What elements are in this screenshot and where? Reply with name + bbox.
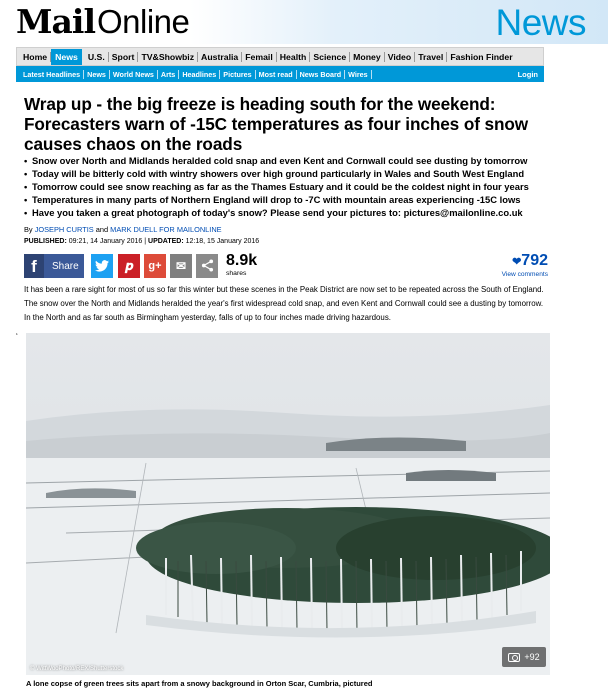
masthead: [0, 0, 608, 44]
gallery-count: +92: [524, 652, 540, 662]
nav-item-australia[interactable]: Australia: [198, 52, 242, 62]
article-paragraph: In the North and as far south as Birmingham yesterday, falls of up to four inches made driving hazardous.: [24, 313, 391, 322]
photo-caption: A lone copse of green trees sits apart from a snowy background in Orton Scar, Cumbria, pictured: [26, 679, 373, 688]
secondary-nav: [16, 66, 544, 82]
email-icon: ✉: [175, 259, 187, 273]
nav-item-tvshowbiz[interactable]: TV&Showbiz: [138, 52, 198, 62]
nav-item-sport[interactable]: Sport: [109, 52, 139, 62]
byline-and: and: [95, 225, 109, 234]
summary-bullet: • Snow over North and Midlands heralded cold snap and even Kent and Cornwall could see dusting by tomorrow: [24, 154, 554, 167]
subnav-item-headlines[interactable]: Headlines: [179, 70, 220, 79]
summary-bullet: • Today will be bitterly cold with wintry showers over high ground particularly in Wales and South West England: [24, 167, 554, 180]
camera-icon: [508, 653, 520, 662]
updated-value: 12:18, 15 January 2016: [185, 238, 260, 245]
email-share-button[interactable]: [170, 254, 192, 278]
nav-item-fashion-finder[interactable]: Fashion Finder: [450, 51, 513, 62]
article-photo[interactable]: [26, 333, 550, 675]
subnav-item-world-news[interactable]: World News: [110, 70, 158, 79]
logo-online-text: Online: [96, 3, 190, 40]
share-icon: [201, 259, 214, 272]
more-share-button[interactable]: [196, 254, 218, 278]
primary-nav: [16, 47, 544, 66]
subnav-item-pictures[interactable]: Pictures: [220, 70, 255, 79]
article-summary-bullets: [24, 154, 554, 219]
comment-bubble-icon: ❤: [512, 256, 522, 268]
googleplus-icon: g+: [148, 260, 162, 272]
facebook-share-button[interactable]: [24, 254, 84, 278]
article-paragraph: The snow over the North and Midlands heralded the year's first widespread cold snap, and even Kent and Cornwall could see a dusting by tomorrow.: [24, 299, 544, 308]
date-separator: |: [144, 238, 147, 245]
share-count-number: 8.9k: [226, 252, 258, 269]
nav-item-travel[interactable]: Travel: [415, 52, 447, 62]
quote-mark: ‘: [16, 332, 18, 341]
nav-item-news[interactable]: News: [51, 49, 82, 65]
comments-count: 792: [521, 252, 548, 269]
author-link-joseph-curtis[interactable]: JOSEPH CURTIS: [34, 225, 94, 234]
comments-link[interactable]: [502, 252, 548, 279]
view-comments-label[interactable]: View comments: [501, 271, 548, 278]
byline-prefix: By: [24, 225, 33, 234]
article-headline: Wrap up - the big freeze is heading south for the weekend: Forecasters warn of -15C temperatures as four inches of snow causes chaos on the roads: [24, 94, 529, 154]
nav-item-video[interactable]: Video: [385, 52, 416, 62]
subnav-item-news[interactable]: News: [84, 70, 110, 79]
pinterest-icon: 𝒑: [124, 258, 134, 273]
published-dates: [24, 238, 259, 245]
share-bar: [24, 252, 550, 280]
subnav-item-wires[interactable]: Wires: [345, 70, 372, 79]
nav-item-science[interactable]: Science: [310, 52, 350, 62]
snowy-landscape-image: [26, 333, 550, 675]
nav-item-health[interactable]: Health: [277, 52, 311, 62]
subnav-item-most-read[interactable]: Most read: [256, 70, 297, 79]
summary-bullet: • Temperatures in many parts of Northern England will drop to -7C with mountain areas experiencing -15C lows: [24, 193, 554, 206]
site-logo[interactable]: [16, 2, 189, 40]
login-link[interactable]: Login: [517, 69, 538, 79]
subnav-item-arts[interactable]: Arts: [158, 70, 179, 79]
updated-label: UPDATED:: [148, 238, 184, 245]
author-link-mark-duell[interactable]: MARK DUELL FOR MAILONLINE: [110, 225, 222, 234]
facebook-icon: f: [24, 254, 44, 278]
nav-item-money[interactable]: Money: [350, 52, 385, 62]
nav-item-home[interactable]: Home: [20, 52, 51, 62]
published-value: 09:21, 14 January 2016: [68, 238, 143, 245]
byline: [24, 225, 222, 234]
twitter-share-button[interactable]: [91, 254, 113, 278]
summary-bullet: • Have you taken a great photograph of today's snow? Please send your pictures to: pictures@mailonline.co.uk: [24, 206, 554, 219]
nav-item-femail[interactable]: Femail: [242, 52, 277, 62]
nav-item-us[interactable]: U.S.: [85, 52, 109, 62]
facebook-share-label: Share: [52, 260, 79, 272]
pinterest-share-button[interactable]: [118, 254, 140, 278]
photo-credit: © WittWooPhoto/REX/Shutterstock: [30, 666, 124, 672]
subnav-item-latest-headlines[interactable]: Latest Headlines: [20, 70, 84, 79]
section-title[interactable]: News: [495, 2, 586, 43]
gallery-button[interactable]: [502, 647, 546, 667]
published-label: PUBLISHED:: [24, 238, 67, 245]
twitter-icon: [95, 260, 109, 272]
googleplus-share-button[interactable]: [144, 254, 166, 278]
logo-mail-text: Mail: [16, 2, 95, 41]
share-count-label: shares: [226, 270, 247, 277]
article-paragraph: It has been a rare sight for most of us so far this winter but these scenes in the Peak District are now set to be repeated across the South of England.: [24, 285, 544, 294]
subnav-item-news-board[interactable]: News Board: [297, 70, 346, 79]
summary-bullet: • Tomorrow could see snow reaching as far as the Thames Estuary and it could be the coldest night in four years: [24, 180, 554, 193]
share-count: [226, 252, 257, 278]
